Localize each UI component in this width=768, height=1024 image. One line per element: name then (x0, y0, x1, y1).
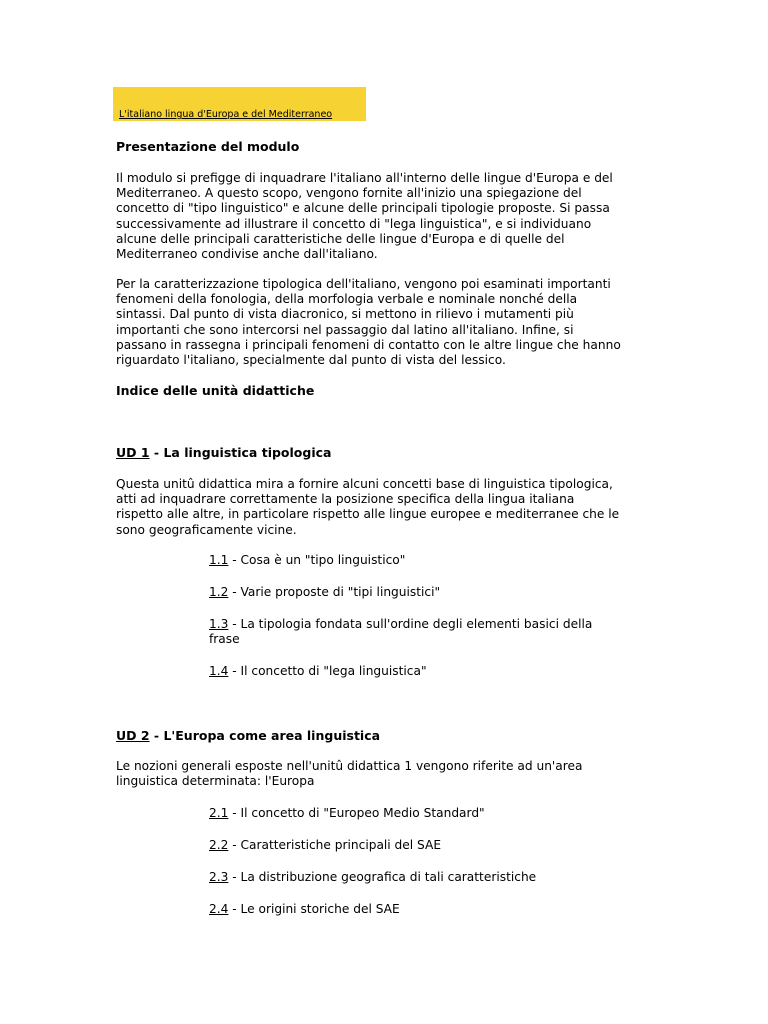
paragraph-line: Per la caratterizzazione tipologica dell'italiano, vengono poi esaminati importanti (116, 277, 611, 291)
ud2-item-link-2-1[interactable]: 2.1 (209, 806, 229, 820)
ud2-description (116, 759, 582, 789)
paragraph-line: fenomeni della fonologia, della morfologia verbale e nominale nonché della (116, 292, 578, 307)
paragraph-line: Il modulo si prefigge di inquadrare l'italiano all'interno delle lingue d'Europa e del (116, 171, 613, 185)
ud2-item-text: - Le origini storiche del SAE (228, 902, 400, 916)
ud2-item-link-2-4[interactable]: 2.4 (209, 902, 229, 916)
ud2-item-text: - La distribuzione geografica di tali caratteristiche (228, 870, 537, 884)
module-title-link[interactable]: L'italiano lingua d'Europa e del Mediterraneo (119, 109, 333, 120)
indice-heading: Indice delle unità didattiche (116, 383, 315, 398)
ud2-title: - L'Europa come area linguistica (149, 728, 381, 743)
ud1-item (209, 585, 440, 600)
ud1-item (209, 664, 427, 679)
ud2-item-link-2-3[interactable]: 2.3 (209, 870, 229, 884)
paragraph-line: importanti che sono intercorsi nel passaggio dal latino all'italiano. Infine, si (116, 322, 574, 337)
ud1-item (209, 617, 592, 647)
ud1-item-link-1-3[interactable]: 1.3 (209, 617, 229, 631)
ud1-item-text: - Varie proposte di "tipi linguistici" (228, 585, 441, 599)
paragraph-line: Mediterraneo condivise anche dall'italiano. (116, 247, 378, 262)
ud1-item-text: - Il concetto di "lega linguistica" (228, 664, 427, 678)
ud2-item (209, 838, 441, 853)
presentazione-heading: Presentazione del modulo (116, 139, 300, 154)
ud2-item (209, 806, 485, 821)
ud2-link[interactable]: UD 2 (116, 728, 150, 743)
paragraph-line: concetto di "tipo linguistico" e alcune delle principali tipologie proposte. Si passa (116, 201, 610, 216)
paragraph-line: Questa unitû didattica mira a fornire alcuni concetti base di linguistica tipologica, (116, 477, 613, 491)
ud2-item-text: - Il concetto di "Europeo Medio Standard" (228, 806, 485, 820)
ud2-item (209, 902, 400, 917)
paragraph-line: sintassi. Dal punto di vista diacronico, si mettono in rilievo i mutamenti più (116, 307, 574, 322)
paragraph-line: successivamente ad illustrare il concetto di "lega linguistica", e si individuano (116, 216, 592, 231)
paragraph-line: passano in rassegna i principali fenomeni di contatto con le altre lingue che hanno (116, 337, 621, 352)
presentazione-paragraph-2 (116, 277, 621, 368)
ud1-heading (116, 445, 331, 460)
module-title-banner (113, 87, 366, 121)
paragraph-line: rispetto alle altre, in particolare rispetto alle lingue europee e mediterranee che le (116, 507, 620, 522)
ud1-item-link-1-1[interactable]: 1.1 (209, 553, 229, 567)
paragraph-line: atti ad inquadrare correttamente la posizione specifica della lingua italiana (116, 492, 575, 507)
ud2-item (209, 870, 536, 885)
paragraph-line: riguardato l'italiano, specialmente dal punto di vista del lessico. (116, 353, 506, 368)
ud1-item-text-continuation: frase (209, 632, 240, 647)
paragraph-line: linguistica determinata: l'Europa (116, 774, 315, 789)
ud1-description (116, 477, 619, 538)
ud1-item-text: - La tipologia fondata sull'ordine degli elementi basici della (228, 617, 593, 631)
ud1-item-text: - Cosa è un "tipo linguistico" (228, 553, 406, 567)
paragraph-line: alcune delle principali caratteristiche delle lingue d'Europa e di quelle del (116, 231, 565, 246)
presentazione-paragraph-1 (116, 171, 613, 262)
ud1-link[interactable]: UD 1 (116, 445, 150, 460)
paragraph-line: Le nozioni generali esposte nell'unitû didattica 1 vengono riferite ad un'area (116, 759, 583, 773)
ud2-item-text: - Caratteristiche principali del SAE (228, 838, 442, 852)
ud1-item-link-1-4[interactable]: 1.4 (209, 664, 229, 678)
paragraph-line: Mediterraneo. A questo scopo, vengono fornite all'inizio una spiegazione del (116, 186, 582, 201)
ud1-item (209, 553, 405, 568)
ud1-item-link-1-2[interactable]: 1.2 (209, 585, 229, 599)
ud1-title: - La linguistica tipologica (149, 445, 332, 460)
paragraph-line: sono geograficamente vicine. (116, 522, 297, 537)
ud2-heading (116, 728, 380, 743)
ud2-item-link-2-2[interactable]: 2.2 (209, 838, 229, 852)
